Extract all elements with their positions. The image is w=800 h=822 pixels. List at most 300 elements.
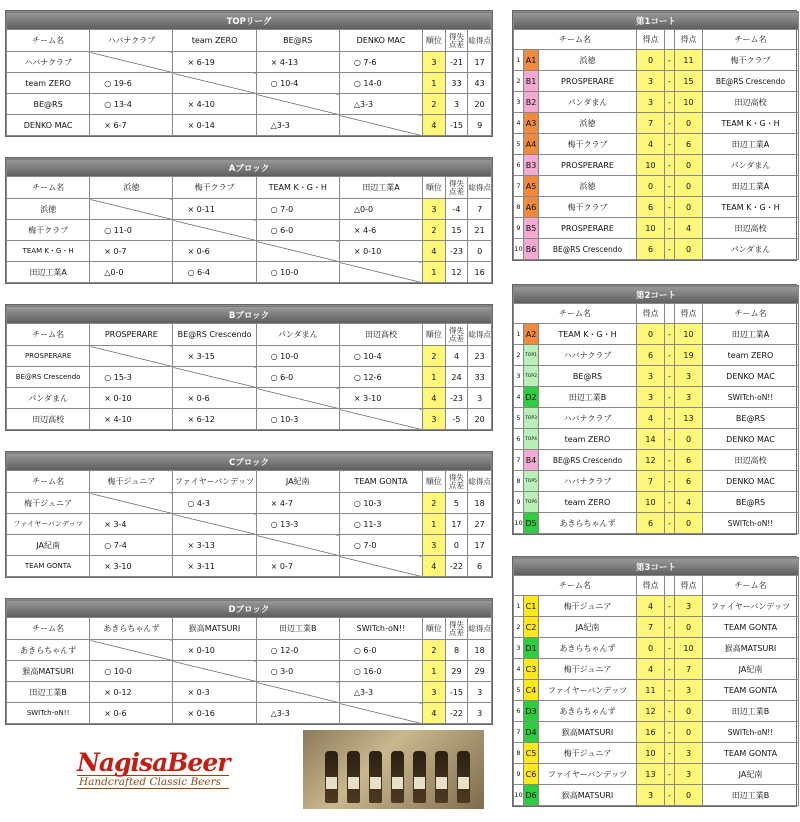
result-cell: ○ 13-3: [256, 514, 339, 535]
home-team: team ZERO: [539, 429, 637, 450]
table-row: [7, 52, 492, 73]
away-score: 13: [675, 408, 703, 429]
match-row: [514, 701, 799, 722]
home-score: 6: [637, 345, 665, 366]
header-row: [514, 304, 799, 324]
column-header: 得点: [637, 304, 665, 324]
table-row: [7, 661, 492, 682]
table-row: [7, 703, 492, 724]
result-cell: ○ 6-0: [256, 220, 339, 241]
match-number: 3: [514, 366, 524, 387]
match-number: 8: [514, 197, 524, 218]
match-number: 10: [514, 785, 524, 806]
rank-cell: 3: [423, 52, 446, 73]
result-cell: ○ 10-3: [339, 493, 422, 514]
score-dash: -: [665, 218, 675, 239]
table-row: [7, 388, 492, 409]
score-dash: -: [665, 113, 675, 134]
home-score: 10: [637, 218, 665, 239]
away-score: 10: [675, 324, 703, 345]
match-row: [514, 513, 799, 534]
match-tag: TOP5: [524, 471, 539, 492]
score-dash: -: [665, 197, 675, 218]
match-number: 6: [514, 155, 524, 176]
match-tag: C1: [524, 596, 539, 617]
result-cell: × 3-10: [90, 556, 173, 577]
match-tag: B5: [524, 218, 539, 239]
result-cell: [256, 241, 339, 262]
away-team: 梅干クラブ: [703, 50, 799, 71]
team-name-cell: 梅干クラブ: [7, 220, 90, 241]
home-team: PROSPERARE: [539, 218, 637, 239]
home-team: team ZERO: [539, 492, 637, 513]
column-header: 得点: [675, 30, 703, 50]
column-header: 総得点: [468, 618, 492, 640]
match-tag: B4: [524, 450, 539, 471]
home-team: ハバナクラブ: [539, 471, 637, 492]
stat-cell: 21: [468, 220, 492, 241]
rank-cell: 4: [423, 703, 446, 724]
match-row: [514, 218, 799, 239]
column-header: 田辺工業B: [256, 618, 339, 640]
home-team: あきらちゃんず: [539, 701, 637, 722]
result-cell: × 0-7: [256, 556, 339, 577]
away-team: 田辺工業A: [703, 176, 799, 197]
match-tag: C5: [524, 743, 539, 764]
match-tag: C2: [524, 617, 539, 638]
team-name-cell: BE@RS Crescendo: [7, 367, 90, 388]
stat-cell: 0: [445, 535, 468, 556]
court-title: 第1コート: [514, 12, 799, 30]
away-score: 6: [675, 450, 703, 471]
block-d-table: [5, 598, 493, 725]
away-score: 0: [675, 617, 703, 638]
match-number: 6: [514, 429, 524, 450]
result-cell: ○ 3-0: [256, 661, 339, 682]
match-row: [514, 387, 799, 408]
stat-cell: 18: [468, 493, 492, 514]
match-tag: D2: [524, 387, 539, 408]
match-tag: B3: [524, 155, 539, 176]
column-header: チーム名: [7, 177, 90, 199]
team-name-cell: ハバナクラブ: [7, 52, 90, 73]
header-row: [7, 324, 492, 346]
stat-cell: 3: [445, 94, 468, 115]
column-header: 順位: [423, 177, 446, 199]
match-tag: TOP1: [524, 345, 539, 366]
match-row: [514, 638, 799, 659]
team-name-cell: 田辺高校: [7, 409, 90, 430]
column-header: 得失点差: [445, 324, 468, 346]
away-score: 3: [675, 387, 703, 408]
match-number: 8: [514, 471, 524, 492]
home-score: 3: [637, 92, 665, 113]
score-dash: -: [665, 596, 675, 617]
rank-cell: 1: [423, 661, 446, 682]
result-cell: [90, 52, 173, 73]
result-cell: △0-0: [339, 199, 422, 220]
rank-cell: 3: [423, 535, 446, 556]
home-score: 6: [637, 239, 665, 260]
stat-cell: -15: [445, 682, 468, 703]
away-score: 3: [675, 743, 703, 764]
home-score: 3: [637, 71, 665, 92]
result-cell: [90, 493, 173, 514]
home-score: 12: [637, 701, 665, 722]
stat-cell: 23: [468, 346, 492, 367]
result-cell: ○ 12-0: [256, 640, 339, 661]
result-cell: ○ 7-0: [256, 199, 339, 220]
column-header: 田辺高校: [339, 324, 422, 346]
stat-cell: 43: [468, 73, 492, 94]
score-dash: -: [665, 722, 675, 743]
rank-cell: 4: [423, 556, 446, 577]
stat-cell: -15: [445, 115, 468, 136]
away-team: JA紀南: [703, 659, 799, 680]
court-title: 第2コート: [514, 286, 799, 304]
score-dash: -: [665, 471, 675, 492]
stat-cell: 3: [468, 703, 492, 724]
match-number: 3: [514, 638, 524, 659]
column-header: BE@RS Crescendo: [173, 324, 256, 346]
home-team: 浜徳: [539, 50, 637, 71]
table-row: [7, 640, 492, 661]
column-header: ハバナクラブ: [90, 30, 173, 52]
match-row: [514, 492, 799, 513]
table-row: [7, 346, 492, 367]
column-header: TEAM K・G・H: [256, 177, 339, 199]
home-score: 13: [637, 764, 665, 785]
match-number: 8: [514, 743, 524, 764]
column-header: BE@RS: [256, 30, 339, 52]
court-grid: [513, 11, 799, 260]
header-row: [7, 30, 492, 52]
home-score: 4: [637, 659, 665, 680]
column-header: チーム名: [703, 576, 799, 596]
match-tag: B2: [524, 92, 539, 113]
result-cell: ○ 6-4: [173, 262, 256, 283]
column-header: チーム名: [514, 576, 637, 596]
result-cell: [256, 388, 339, 409]
stat-cell: 3: [468, 388, 492, 409]
table-title: TOPリーグ: [7, 12, 492, 30]
away-team: BE@RS: [703, 408, 799, 429]
home-score: 10: [637, 492, 665, 513]
match-number: 4: [514, 113, 524, 134]
rank-cell: 1: [423, 367, 446, 388]
home-team: 梅干ジュニア: [539, 659, 637, 680]
home-team: 梅干ジュニア: [539, 596, 637, 617]
column-header: [665, 304, 675, 324]
stat-cell: 29: [468, 661, 492, 682]
result-cell: ○ 10-4: [339, 346, 422, 367]
stat-cell: 17: [468, 535, 492, 556]
home-score: 4: [637, 134, 665, 155]
home-score: 3: [637, 387, 665, 408]
stat-cell: 8: [445, 640, 468, 661]
court-1-table: [512, 10, 797, 261]
block-b-table: [5, 304, 493, 431]
result-cell: × 4-13: [256, 52, 339, 73]
column-header: チーム名: [7, 618, 90, 640]
league-grid: [6, 158, 492, 283]
result-cell: ○ 4-3: [173, 493, 256, 514]
result-cell: ○ 16-0: [339, 661, 422, 682]
rank-cell: 2: [423, 640, 446, 661]
score-dash: -: [665, 617, 675, 638]
result-cell: △3-3: [256, 115, 339, 136]
result-cell: × 6-7: [90, 115, 173, 136]
result-cell: △3-3: [339, 682, 422, 703]
result-cell: ○ 15-3: [90, 367, 173, 388]
result-cell: ○ 6-0: [339, 640, 422, 661]
column-header: あきらちゃんず: [90, 618, 173, 640]
column-header: チーム名: [514, 304, 637, 324]
match-row: [514, 345, 799, 366]
block-c-table: [5, 451, 493, 578]
bottle-icon: [435, 751, 448, 803]
nagisa-beer-logo: [77, 748, 229, 789]
stat-cell: 4: [445, 346, 468, 367]
match-tag: A3: [524, 113, 539, 134]
match-tag: D5: [524, 513, 539, 534]
away-team: 田辺工業A: [703, 134, 799, 155]
column-header: チーム名: [703, 304, 799, 324]
rank-cell: 4: [423, 241, 446, 262]
column-header: 得点: [637, 576, 665, 596]
away-team: 田辺工業B: [703, 701, 799, 722]
column-header: 総得点: [468, 471, 492, 493]
score-dash: -: [665, 450, 675, 471]
result-cell: × 6-12: [173, 409, 256, 430]
away-team: team ZERO: [703, 345, 799, 366]
result-cell: [173, 514, 256, 535]
match-tag: TOP3: [524, 408, 539, 429]
league-grid: [6, 11, 492, 136]
result-cell: × 0-10: [339, 241, 422, 262]
match-row: [514, 176, 799, 197]
table-row: [7, 367, 492, 388]
away-team: TEAM GONTA: [703, 680, 799, 701]
rank-cell: 2: [423, 220, 446, 241]
result-cell: ○ 7-6: [339, 52, 422, 73]
home-score: 16: [637, 722, 665, 743]
result-cell: × 6-19: [173, 52, 256, 73]
table-row: [7, 493, 492, 514]
home-score: 0: [637, 176, 665, 197]
match-row: [514, 659, 799, 680]
team-name-cell: PROSPERARE: [7, 346, 90, 367]
column-header: 総得点: [468, 30, 492, 52]
result-cell: × 4-10: [90, 409, 173, 430]
result-cell: ○ 11-0: [90, 220, 173, 241]
home-team: ファイヤーバンデッツ: [539, 680, 637, 701]
home-team: 浜徳: [539, 176, 637, 197]
away-score: 7: [675, 659, 703, 680]
rank-cell: 1: [423, 73, 446, 94]
result-cell: ○ 12-6: [339, 367, 422, 388]
table-row: [7, 262, 492, 283]
match-tag: TOP2: [524, 366, 539, 387]
stat-cell: 18: [468, 640, 492, 661]
away-score: 3: [675, 596, 703, 617]
result-cell: × 3-10: [339, 388, 422, 409]
result-cell: [256, 535, 339, 556]
column-header: 得点: [637, 30, 665, 50]
team-name-cell: TEAM GONTA: [7, 556, 90, 577]
table-title: Bブロック: [7, 306, 492, 324]
match-row: [514, 680, 799, 701]
column-header: PROSPERARE: [90, 324, 173, 346]
bottle-icon: [369, 751, 382, 803]
score-dash: -: [665, 134, 675, 155]
result-cell: △3-3: [256, 703, 339, 724]
away-score: 11: [675, 50, 703, 71]
home-score: 4: [637, 596, 665, 617]
stat-cell: 6: [468, 556, 492, 577]
result-cell: × 0-6: [173, 388, 256, 409]
table-row: [7, 241, 492, 262]
away-team: SWITch-oN!!: [703, 387, 799, 408]
header-row: [7, 177, 492, 199]
away-team: TEAM GONTA: [703, 617, 799, 638]
match-number: 6: [514, 701, 524, 722]
home-score: 6: [637, 513, 665, 534]
result-cell: ○ 10-0: [90, 661, 173, 682]
court-title: 第3コート: [514, 558, 799, 576]
result-cell: × 0-6: [173, 241, 256, 262]
score-dash: -: [665, 638, 675, 659]
stat-cell: 17: [445, 514, 468, 535]
stat-cell: -23: [445, 388, 468, 409]
away-team: BE@RS Crescendo: [703, 71, 799, 92]
home-team: ハバナクラブ: [539, 345, 637, 366]
score-dash: -: [665, 366, 675, 387]
table-row: [7, 199, 492, 220]
match-row: [514, 408, 799, 429]
match-number: 5: [514, 680, 524, 701]
match-row: [514, 197, 799, 218]
bottle-icon: [325, 751, 338, 803]
logo-tagline: Handcrafted Classic Beers: [77, 775, 229, 789]
column-header: 田辺工業A: [339, 177, 422, 199]
home-team: ハバナクラブ: [539, 408, 637, 429]
home-team: 梅干クラブ: [539, 134, 637, 155]
home-score: 7: [637, 113, 665, 134]
column-header: DENKO MAC: [339, 30, 422, 52]
home-score: 4: [637, 408, 665, 429]
table-row: [7, 556, 492, 577]
result-cell: [90, 640, 173, 661]
result-cell: × 0-10: [90, 388, 173, 409]
rank-cell: 3: [423, 199, 446, 220]
result-cell: ○ 11-3: [339, 514, 422, 535]
stat-cell: -22: [445, 556, 468, 577]
stat-cell: 29: [445, 661, 468, 682]
column-header: 梅干ジュニア: [90, 471, 173, 493]
away-score: 0: [675, 239, 703, 260]
team-name-cell: team ZERO: [7, 73, 90, 94]
table-row: [7, 115, 492, 136]
home-score: 10: [637, 743, 665, 764]
away-score: 3: [675, 680, 703, 701]
result-cell: ○ 13-4: [90, 94, 173, 115]
beer-bottles-photo: [303, 730, 484, 809]
score-dash: -: [665, 680, 675, 701]
stat-cell: -23: [445, 241, 468, 262]
column-header: 得失点差: [445, 177, 468, 199]
score-dash: -: [665, 239, 675, 260]
home-team: TEAM K・G・H: [539, 324, 637, 345]
home-team: 猴高MATSURI: [539, 785, 637, 806]
stat-cell: -4: [445, 199, 468, 220]
away-score: 0: [675, 155, 703, 176]
away-score: 0: [675, 785, 703, 806]
home-team: 梅干クラブ: [539, 197, 637, 218]
match-tag: A4: [524, 134, 539, 155]
stat-cell: 16: [468, 262, 492, 283]
score-dash: -: [665, 387, 675, 408]
home-score: 3: [637, 366, 665, 387]
table-row: [7, 220, 492, 241]
stat-cell: 12: [445, 262, 468, 283]
result-cell: × 0-3: [173, 682, 256, 703]
result-cell: [90, 346, 173, 367]
result-cell: [173, 661, 256, 682]
home-team: PROSPERARE: [539, 71, 637, 92]
match-tag: A2: [524, 324, 539, 345]
result-cell: [339, 703, 422, 724]
match-number: 1: [514, 596, 524, 617]
result-cell: × 3-15: [173, 346, 256, 367]
rank-cell: 3: [423, 409, 446, 430]
home-score: 12: [637, 450, 665, 471]
column-header: JA紀南: [256, 471, 339, 493]
away-team: 猴高MATSURI: [703, 638, 799, 659]
result-cell: ○ 10-0: [256, 262, 339, 283]
away-score: 3: [675, 764, 703, 785]
match-number: 9: [514, 492, 524, 513]
match-tag: C3: [524, 659, 539, 680]
column-header: team ZERO: [173, 30, 256, 52]
column-header: [665, 30, 675, 50]
away-team: DENKO MAC: [703, 366, 799, 387]
bottle-icon: [391, 751, 404, 803]
match-tag: A1: [524, 50, 539, 71]
away-team: SWITch-oN!!: [703, 722, 799, 743]
logo-brand: NagisaBeer: [77, 748, 230, 777]
rank-cell: 1: [423, 262, 446, 283]
score-dash: -: [665, 92, 675, 113]
stat-cell: -5: [445, 409, 468, 430]
match-tag: TOP4: [524, 429, 539, 450]
home-score: 6: [637, 197, 665, 218]
match-number: 2: [514, 617, 524, 638]
table-title: Dブロック: [7, 600, 492, 618]
header-row: [514, 30, 799, 50]
away-team: JA紀南: [703, 764, 799, 785]
block-a-table: [5, 157, 493, 284]
match-number: 2: [514, 71, 524, 92]
match-number: 5: [514, 408, 524, 429]
match-row: [514, 155, 799, 176]
table-title: Cブロック: [7, 453, 492, 471]
bottle-icon: [347, 751, 360, 803]
league-grid: [6, 599, 492, 724]
match-row: [514, 113, 799, 134]
match-number: 1: [514, 324, 524, 345]
score-dash: -: [665, 324, 675, 345]
